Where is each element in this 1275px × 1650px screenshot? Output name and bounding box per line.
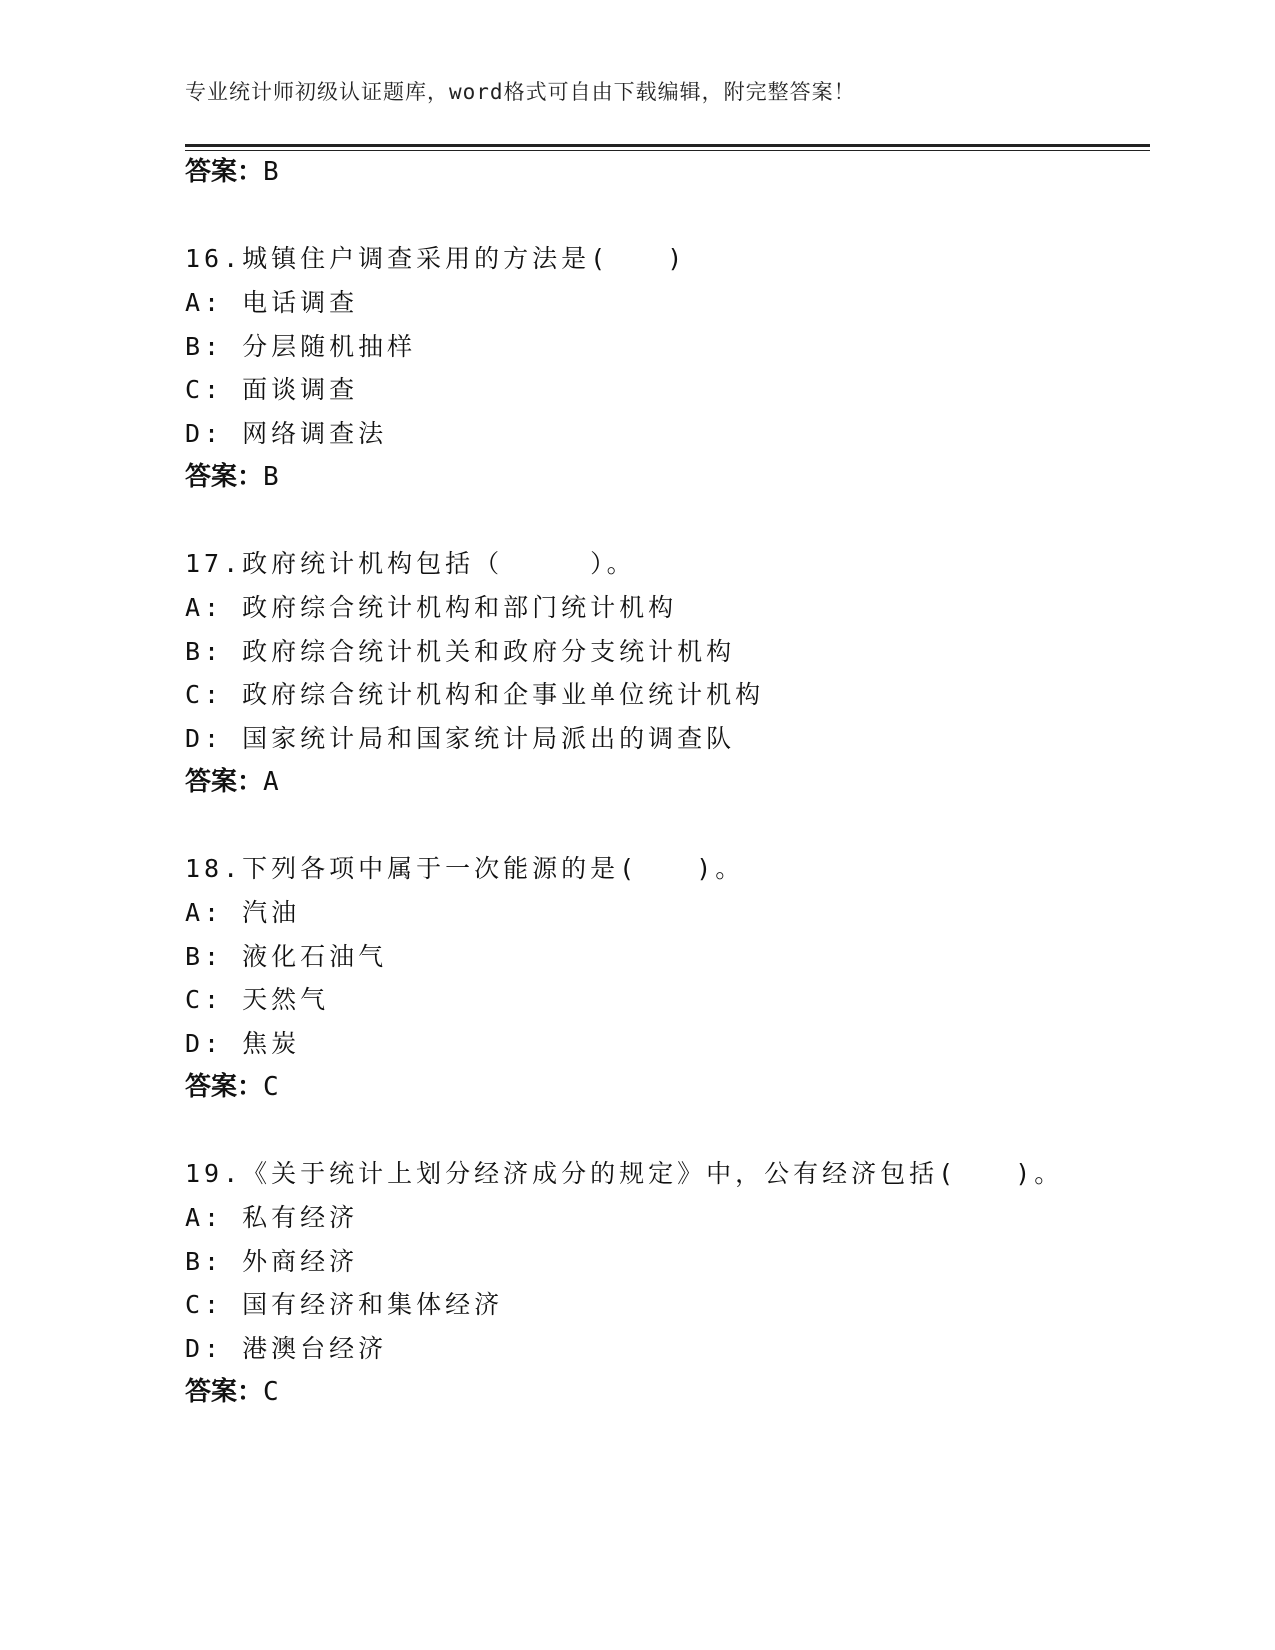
question-option: C: 面谈调查 (185, 375, 359, 404)
question-option: D: 网络调查法 (185, 419, 388, 448)
answer-line (185, 1377, 279, 1407)
answer-line (185, 157, 279, 187)
question-option: D: 国家统计局和国家统计局派出的调查队 (185, 724, 736, 753)
answer-line (185, 462, 279, 492)
question-stem: 19.《关于统计上划分经济成分的规定》中，公有经济包括( )。 (185, 1159, 1064, 1188)
question-stem: 18.下列各项中属于一次能源的是( )。 (185, 854, 745, 883)
answer-value: C (263, 1377, 279, 1407)
question-option: A: 电话调查 (185, 288, 359, 317)
answer-value: B (263, 462, 279, 492)
answer-label: 答案： (185, 157, 264, 187)
page-header: 专业统计师初级认证题库，word格式可自由下载编辑，附完整答案！ (185, 80, 856, 104)
answer-line (185, 1072, 279, 1102)
question-option: A: 汽油 (185, 898, 301, 927)
answer-label: 答案： (185, 462, 264, 492)
answer-value: A (263, 767, 279, 797)
question-option: B: 液化石油气 (185, 942, 388, 971)
answer-label: 答案： (185, 767, 264, 797)
question-option: B: 外商经济 (185, 1247, 359, 1276)
answer-value: C (263, 1072, 279, 1102)
question-stem: 17.政府统计机构包括（ ）。 (185, 549, 636, 578)
question-option: D: 港澳台经济 (185, 1334, 388, 1363)
question-option: D: 焦炭 (185, 1029, 301, 1058)
answer-line (185, 767, 279, 797)
question-option: C: 政府综合统计机构和企事业单位统计机构 (185, 680, 765, 709)
question-option: C: 国有经济和集体经济 (185, 1290, 504, 1319)
answer-value: B (263, 157, 279, 187)
answer-label: 答案： (185, 1072, 264, 1102)
header-divider-thick (185, 144, 1150, 147)
question-stem: 16.城镇住户调查采用的方法是( ) (185, 244, 687, 273)
question-option: B: 分层随机抽样 (185, 332, 417, 361)
question-option: B: 政府综合统计机关和政府分支统计机构 (185, 637, 736, 666)
question-option: A: 私有经济 (185, 1203, 359, 1232)
question-option: C: 天然气 (185, 985, 330, 1014)
answer-label: 答案： (185, 1377, 264, 1407)
question-option: A: 政府综合统计机构和部门统计机构 (185, 593, 678, 622)
header-divider-thin (185, 150, 1150, 151)
